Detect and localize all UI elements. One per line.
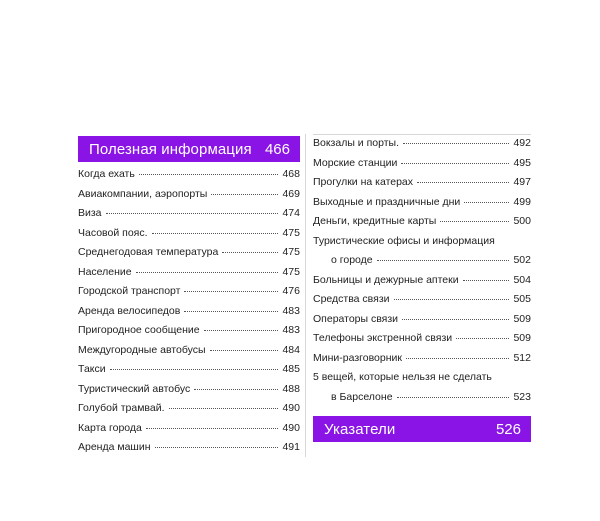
toc-entry-page: 475 (282, 265, 300, 278)
toc-entry-page: 497 (513, 176, 531, 188)
toc-entry-title: Виза (78, 207, 102, 219)
toc-entry-page: 500 (513, 215, 531, 227)
toc-entry-title: Часовой пояс. (78, 226, 148, 239)
leader-dots (403, 133, 509, 144)
toc-entry-title-line1: Туристические офисы и информация (313, 234, 495, 247)
leader-dots (184, 301, 278, 312)
toc-entry-title: Прогулки на катерах (313, 176, 414, 188)
toc-entry-page: 475 (282, 226, 300, 239)
toc-entry-title: Среднегодовая температура (78, 246, 219, 258)
toc-entry-title: Аренда машин (78, 441, 151, 453)
toc-entry[interactable] (78, 243, 300, 263)
toc-entry-title: Карта города (78, 421, 142, 434)
section-header-indexes[interactable] (313, 416, 531, 442)
toc-entry[interactable] (78, 165, 300, 185)
toc-entry[interactable] (78, 263, 300, 283)
toc-entry-title: Такси (78, 363, 106, 375)
section-header-useful-info[interactable] (78, 136, 300, 162)
section-title: Полезная информация (89, 140, 252, 158)
toc-entry-title: Больницы и дежурные аптеки (313, 273, 459, 286)
toc-entry-title: Морские станции (313, 156, 398, 169)
leader-dots (106, 203, 279, 214)
toc-entry[interactable] (78, 438, 300, 458)
leader-dots (139, 164, 279, 175)
toc-entry-page: 483 (282, 304, 300, 317)
toc-entry[interactable] (313, 173, 531, 193)
toc-entry-page: 485 (282, 363, 300, 375)
section-title: Указатели (324, 420, 396, 438)
leader-dots (377, 250, 510, 261)
toc-entry-page: 491 (282, 441, 300, 453)
toc-entry[interactable] (313, 212, 531, 232)
toc-entry-page: 476 (282, 285, 300, 297)
toc-entry-title: Голубой трамвай. (78, 402, 165, 414)
leader-dots (394, 289, 510, 300)
toc-entry-page: 484 (282, 343, 300, 356)
toc-entry-page: 469 (282, 187, 300, 200)
leader-dots (406, 348, 509, 359)
toc-entry-page: 505 (513, 293, 531, 305)
toc-entry[interactable] (78, 204, 300, 224)
column-divider (305, 134, 306, 457)
toc-entry-page: 495 (513, 156, 531, 169)
right-column (313, 134, 531, 442)
toc-entry[interactable] (313, 329, 531, 349)
toc-entry[interactable] (78, 399, 300, 419)
toc-entry-page: 504 (513, 273, 531, 286)
leader-dots (402, 309, 509, 320)
toc-entry[interactable] (313, 193, 531, 213)
toc-entry[interactable] (313, 290, 531, 310)
leader-dots (456, 328, 509, 339)
toc-entry[interactable] (313, 349, 531, 369)
section-page: 466 (264, 140, 290, 158)
leader-dots (110, 359, 279, 370)
toc-entry-title: Городской транспорт (78, 285, 181, 297)
leader-dots (417, 172, 509, 183)
toc-entry-title: Вокзалы и порты. (313, 137, 399, 149)
leader-dots (169, 398, 279, 409)
toc-entry[interactable] (78, 419, 300, 439)
leader-dots (155, 437, 279, 448)
toc-entry[interactable] (78, 185, 300, 205)
toc-entry-title-line1: 5 вещей, которые нельзя не сделать (313, 371, 492, 383)
toc-entry-page: 512 (513, 351, 531, 364)
toc-entry-page: 468 (282, 168, 300, 180)
toc-entry-page: 509 (513, 332, 531, 344)
toc-list-right (313, 134, 531, 232)
leader-dots (146, 418, 279, 429)
leader-dots (210, 340, 279, 351)
left-column (78, 134, 300, 458)
toc-entry-page: 490 (282, 421, 300, 434)
toc-entry-title: Средства связи (313, 293, 390, 305)
toc-entry-five-things[interactable] (313, 368, 531, 407)
toc-entry-title: Телефоны экстренной связи (313, 332, 453, 344)
toc-entry-page: 509 (513, 312, 531, 325)
toc-entry-page: 499 (513, 195, 531, 208)
toc-entry[interactable] (313, 310, 531, 330)
leader-dots (463, 270, 510, 281)
toc-entry-title: Туристический автобус (78, 382, 191, 395)
toc-entry-title: Авиакомпании, аэропорты (78, 187, 208, 200)
leader-dots (222, 242, 278, 253)
toc-entry[interactable] (78, 282, 300, 302)
toc-entry-title: Деньги, кредитные карты (313, 215, 437, 227)
toc-list-left (78, 165, 300, 458)
leader-dots (194, 379, 278, 390)
toc-entry-title: Когда ехать (78, 168, 135, 180)
toc-entry[interactable] (313, 154, 531, 174)
leader-dots (152, 223, 279, 234)
toc-entry-page: 492 (513, 137, 531, 149)
leader-dots (136, 262, 279, 273)
toc-entry[interactable] (313, 134, 531, 154)
toc-entry-page: 523 (513, 390, 531, 403)
leader-dots (397, 387, 510, 398)
toc-entry-title: Выходные и праздничные дни (313, 195, 461, 208)
toc-entry-title: Мини-разговорник (313, 351, 402, 364)
leader-dots (464, 192, 509, 203)
toc-entry[interactable] (78, 224, 300, 244)
toc-entry[interactable] (78, 380, 300, 400)
toc-entry-page: 490 (282, 402, 300, 414)
toc-entry-title-line2: о городе (331, 254, 373, 266)
toc-entry[interactable] (78, 302, 300, 322)
toc-entry-title: Аренда велосипедов (78, 304, 181, 317)
section-page: 526 (495, 420, 521, 438)
toc-entry-title: Пригородное сообщение (78, 324, 200, 336)
leader-dots (401, 153, 509, 164)
toc-list-right-2 (313, 271, 531, 369)
leader-dots (211, 184, 278, 195)
toc-entry-page: 483 (282, 324, 300, 336)
toc-entry-title: Операторы связи (313, 312, 399, 325)
toc-entry-title-line2: в Барселоне (331, 390, 393, 403)
toc-entry-page: 502 (513, 254, 531, 266)
toc-entry-title: Население (78, 265, 132, 278)
toc-entry[interactable] (78, 341, 300, 361)
leader-dots (204, 320, 279, 331)
toc-entry-page: 488 (282, 382, 300, 395)
toc-entry[interactable] (78, 360, 300, 380)
leader-dots (184, 281, 278, 292)
toc-entry-tourist-offices[interactable] (313, 232, 531, 271)
toc-entry[interactable] (313, 271, 531, 291)
toc-entry-page: 474 (282, 207, 300, 219)
leader-dots (440, 211, 509, 222)
toc-entry[interactable] (78, 321, 300, 341)
toc-entry-page: 475 (282, 246, 300, 258)
toc-entry-title: Междугородные автобусы (78, 343, 206, 356)
